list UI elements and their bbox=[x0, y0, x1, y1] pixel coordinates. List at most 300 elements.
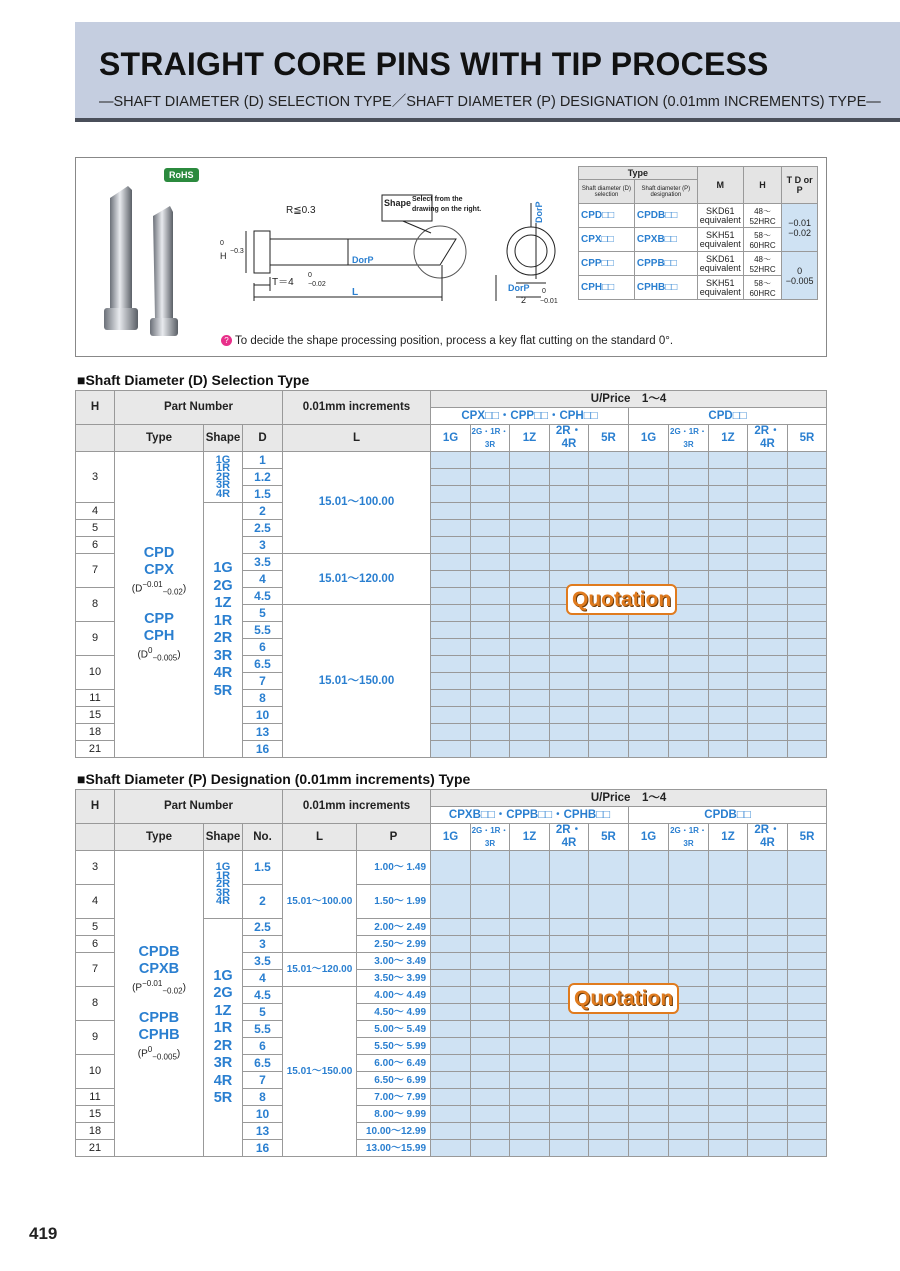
price-cell[interactable] bbox=[471, 936, 510, 953]
price-cell[interactable] bbox=[431, 469, 471, 486]
price-cell[interactable] bbox=[629, 690, 669, 707]
price-cell[interactable] bbox=[788, 1123, 827, 1140]
price-cell[interactable] bbox=[510, 656, 550, 673]
price-cell[interactable] bbox=[788, 452, 827, 469]
price-cell[interactable] bbox=[748, 656, 788, 673]
price-cell[interactable] bbox=[589, 953, 629, 970]
price-cell[interactable] bbox=[589, 1072, 629, 1089]
price-cell[interactable] bbox=[748, 970, 788, 987]
price-cell[interactable] bbox=[709, 588, 748, 605]
price-cell[interactable] bbox=[748, 1038, 788, 1055]
price-cell[interactable] bbox=[709, 851, 748, 885]
price-cell[interactable] bbox=[709, 741, 748, 758]
price-cell[interactable] bbox=[788, 987, 827, 1004]
price-cell[interactable] bbox=[510, 1140, 550, 1157]
price-cell[interactable] bbox=[431, 1004, 471, 1021]
price-cell[interactable] bbox=[510, 885, 550, 919]
price-cell[interactable] bbox=[510, 1089, 550, 1106]
price-cell[interactable] bbox=[471, 605, 510, 622]
price-cell[interactable] bbox=[471, 452, 510, 469]
price-cell[interactable] bbox=[709, 673, 748, 690]
price-cell[interactable] bbox=[709, 1089, 748, 1106]
price-cell[interactable] bbox=[748, 919, 788, 936]
price-cell[interactable] bbox=[788, 707, 827, 724]
price-cell[interactable] bbox=[629, 673, 669, 690]
price-cell[interactable] bbox=[431, 588, 471, 605]
price-cell[interactable] bbox=[510, 919, 550, 936]
price-cell[interactable] bbox=[589, 554, 629, 571]
price-cell[interactable] bbox=[589, 690, 629, 707]
price-cell[interactable] bbox=[669, 936, 709, 953]
price-cell[interactable] bbox=[471, 1089, 510, 1106]
price-cell[interactable] bbox=[788, 673, 827, 690]
price-cell[interactable] bbox=[629, 503, 669, 520]
price-cell[interactable] bbox=[709, 554, 748, 571]
price-cell[interactable] bbox=[510, 690, 550, 707]
price-cell[interactable] bbox=[788, 919, 827, 936]
price-cell[interactable] bbox=[510, 554, 550, 571]
price-cell[interactable] bbox=[709, 1004, 748, 1021]
price-cell[interactable] bbox=[471, 970, 510, 987]
price-cell[interactable] bbox=[748, 520, 788, 537]
price-cell[interactable] bbox=[748, 1055, 788, 1072]
price-cell[interactable] bbox=[471, 724, 510, 741]
price-cell[interactable] bbox=[629, 1021, 669, 1038]
price-cell[interactable] bbox=[629, 741, 669, 758]
price-cell[interactable] bbox=[709, 1055, 748, 1072]
price-cell[interactable] bbox=[510, 537, 550, 554]
price-cell[interactable] bbox=[510, 486, 550, 503]
price-cell[interactable] bbox=[748, 953, 788, 970]
price-cell[interactable] bbox=[589, 486, 629, 503]
price-cell[interactable] bbox=[431, 919, 471, 936]
price-cell[interactable] bbox=[788, 571, 827, 588]
price-cell[interactable] bbox=[510, 520, 550, 537]
price-cell[interactable] bbox=[471, 1004, 510, 1021]
price-cell[interactable] bbox=[788, 970, 827, 987]
price-cell[interactable] bbox=[788, 520, 827, 537]
price-cell[interactable] bbox=[748, 554, 788, 571]
price-cell[interactable] bbox=[589, 537, 629, 554]
price-cell[interactable] bbox=[510, 605, 550, 622]
price-cell[interactable] bbox=[748, 469, 788, 486]
price-cell[interactable] bbox=[709, 953, 748, 970]
price-cell[interactable] bbox=[510, 1004, 550, 1021]
price-cell[interactable] bbox=[431, 741, 471, 758]
price-cell[interactable] bbox=[550, 1140, 589, 1157]
price-cell[interactable] bbox=[589, 452, 629, 469]
price-cell[interactable] bbox=[709, 690, 748, 707]
price-cell[interactable] bbox=[709, 1072, 748, 1089]
price-cell[interactable] bbox=[669, 724, 709, 741]
price-cell[interactable] bbox=[589, 673, 629, 690]
price-cell[interactable] bbox=[510, 953, 550, 970]
price-cell[interactable] bbox=[550, 885, 589, 919]
price-cell[interactable] bbox=[471, 503, 510, 520]
price-cell[interactable] bbox=[510, 851, 550, 885]
price-cell[interactable] bbox=[550, 622, 589, 639]
price-cell[interactable] bbox=[431, 1089, 471, 1106]
price-cell[interactable] bbox=[471, 1021, 510, 1038]
price-cell[interactable] bbox=[431, 503, 471, 520]
price-cell[interactable] bbox=[431, 851, 471, 885]
price-cell[interactable] bbox=[550, 919, 589, 936]
price-cell[interactable] bbox=[550, 953, 589, 970]
price-cell[interactable] bbox=[550, 520, 589, 537]
price-cell[interactable] bbox=[709, 622, 748, 639]
price-cell[interactable] bbox=[748, 486, 788, 503]
price-cell[interactable] bbox=[471, 1140, 510, 1157]
price-cell[interactable] bbox=[669, 639, 709, 656]
price-cell[interactable] bbox=[510, 673, 550, 690]
price-cell[interactable] bbox=[788, 1055, 827, 1072]
price-cell[interactable] bbox=[669, 741, 709, 758]
price-cell[interactable] bbox=[431, 1123, 471, 1140]
price-cell[interactable] bbox=[589, 724, 629, 741]
price-cell[interactable] bbox=[669, 919, 709, 936]
price-cell[interactable] bbox=[471, 571, 510, 588]
price-cell[interactable] bbox=[669, 452, 709, 469]
price-cell[interactable] bbox=[788, 1140, 827, 1157]
price-cell[interactable] bbox=[788, 588, 827, 605]
price-cell[interactable] bbox=[471, 953, 510, 970]
price-cell[interactable] bbox=[510, 741, 550, 758]
price-cell[interactable] bbox=[748, 503, 788, 520]
price-cell[interactable] bbox=[589, 936, 629, 953]
price-cell[interactable] bbox=[471, 673, 510, 690]
price-cell[interactable] bbox=[669, 707, 709, 724]
price-cell[interactable] bbox=[669, 486, 709, 503]
price-cell[interactable] bbox=[431, 936, 471, 953]
price-cell[interactable] bbox=[788, 537, 827, 554]
price-cell[interactable] bbox=[709, 1021, 748, 1038]
price-cell[interactable] bbox=[431, 953, 471, 970]
price-cell[interactable] bbox=[471, 1072, 510, 1089]
price-cell[interactable] bbox=[788, 1004, 827, 1021]
price-cell[interactable] bbox=[471, 707, 510, 724]
price-cell[interactable] bbox=[431, 452, 471, 469]
price-cell[interactable] bbox=[589, 919, 629, 936]
price-cell[interactable] bbox=[748, 1140, 788, 1157]
price-cell[interactable] bbox=[748, 673, 788, 690]
price-cell[interactable] bbox=[629, 656, 669, 673]
price-cell[interactable] bbox=[589, 656, 629, 673]
price-cell[interactable] bbox=[788, 741, 827, 758]
price-cell[interactable] bbox=[748, 588, 788, 605]
price-cell[interactable] bbox=[471, 537, 510, 554]
price-cell[interactable] bbox=[431, 673, 471, 690]
price-cell[interactable] bbox=[550, 1038, 589, 1055]
price-cell[interactable] bbox=[629, 724, 669, 741]
price-cell[interactable] bbox=[748, 1021, 788, 1038]
price-cell[interactable] bbox=[709, 987, 748, 1004]
price-cell[interactable] bbox=[431, 554, 471, 571]
price-cell[interactable] bbox=[471, 622, 510, 639]
price-cell[interactable] bbox=[550, 537, 589, 554]
price-cell[interactable] bbox=[431, 639, 471, 656]
price-cell[interactable] bbox=[550, 1089, 589, 1106]
price-cell[interactable] bbox=[550, 486, 589, 503]
price-cell[interactable] bbox=[788, 1038, 827, 1055]
price-cell[interactable] bbox=[788, 554, 827, 571]
price-cell[interactable] bbox=[589, 622, 629, 639]
price-cell[interactable] bbox=[629, 936, 669, 953]
price-cell[interactable] bbox=[431, 885, 471, 919]
price-cell[interactable] bbox=[629, 919, 669, 936]
price-cell[interactable] bbox=[788, 724, 827, 741]
price-cell[interactable] bbox=[471, 656, 510, 673]
price-cell[interactable] bbox=[629, 1123, 669, 1140]
price-cell[interactable] bbox=[748, 987, 788, 1004]
price-cell[interactable] bbox=[550, 724, 589, 741]
price-cell[interactable] bbox=[589, 469, 629, 486]
price-cell[interactable] bbox=[431, 970, 471, 987]
price-cell[interactable] bbox=[709, 537, 748, 554]
price-cell[interactable] bbox=[788, 1021, 827, 1038]
price-cell[interactable] bbox=[748, 936, 788, 953]
price-cell[interactable] bbox=[471, 885, 510, 919]
price-cell[interactable] bbox=[510, 1021, 550, 1038]
price-cell[interactable] bbox=[669, 1021, 709, 1038]
price-cell[interactable] bbox=[431, 1038, 471, 1055]
price-cell[interactable] bbox=[471, 520, 510, 537]
quotation-badge-d[interactable]: Quotation bbox=[566, 584, 677, 615]
price-cell[interactable] bbox=[669, 1140, 709, 1157]
price-cell[interactable] bbox=[589, 851, 629, 885]
price-cell[interactable] bbox=[788, 851, 827, 885]
price-cell[interactable] bbox=[669, 520, 709, 537]
price-cell[interactable] bbox=[550, 656, 589, 673]
price-cell[interactable] bbox=[510, 469, 550, 486]
price-cell[interactable] bbox=[669, 1123, 709, 1140]
price-cell[interactable] bbox=[748, 724, 788, 741]
price-cell[interactable] bbox=[629, 639, 669, 656]
price-cell[interactable] bbox=[669, 690, 709, 707]
price-cell[interactable] bbox=[471, 1038, 510, 1055]
price-cell[interactable] bbox=[748, 1004, 788, 1021]
price-cell[interactable] bbox=[629, 537, 669, 554]
price-cell[interactable] bbox=[589, 503, 629, 520]
price-cell[interactable] bbox=[748, 1089, 788, 1106]
price-cell[interactable] bbox=[709, 656, 748, 673]
price-cell[interactable] bbox=[788, 503, 827, 520]
price-cell[interactable] bbox=[431, 537, 471, 554]
price-cell[interactable] bbox=[709, 639, 748, 656]
price-cell[interactable] bbox=[748, 452, 788, 469]
price-cell[interactable] bbox=[589, 1038, 629, 1055]
price-cell[interactable] bbox=[629, 469, 669, 486]
price-cell[interactable] bbox=[471, 1055, 510, 1072]
price-cell[interactable] bbox=[709, 919, 748, 936]
price-cell[interactable] bbox=[669, 673, 709, 690]
price-cell[interactable] bbox=[510, 622, 550, 639]
price-cell[interactable] bbox=[550, 851, 589, 885]
price-cell[interactable] bbox=[589, 1106, 629, 1123]
price-cell[interactable] bbox=[471, 690, 510, 707]
price-cell[interactable] bbox=[629, 1038, 669, 1055]
price-cell[interactable] bbox=[550, 936, 589, 953]
price-cell[interactable] bbox=[510, 724, 550, 741]
price-cell[interactable] bbox=[471, 1123, 510, 1140]
price-cell[interactable] bbox=[431, 690, 471, 707]
price-cell[interactable] bbox=[510, 452, 550, 469]
price-cell[interactable] bbox=[709, 885, 748, 919]
price-cell[interactable] bbox=[709, 452, 748, 469]
price-cell[interactable] bbox=[748, 690, 788, 707]
price-cell[interactable] bbox=[510, 1072, 550, 1089]
price-cell[interactable] bbox=[788, 622, 827, 639]
price-cell[interactable] bbox=[748, 1072, 788, 1089]
price-cell[interactable] bbox=[471, 639, 510, 656]
price-cell[interactable] bbox=[550, 707, 589, 724]
price-cell[interactable] bbox=[709, 486, 748, 503]
price-cell[interactable] bbox=[748, 741, 788, 758]
price-cell[interactable] bbox=[510, 1038, 550, 1055]
price-cell[interactable] bbox=[589, 1140, 629, 1157]
price-cell[interactable] bbox=[629, 452, 669, 469]
price-cell[interactable] bbox=[589, 1055, 629, 1072]
price-cell[interactable] bbox=[550, 1106, 589, 1123]
price-cell[interactable] bbox=[669, 503, 709, 520]
price-cell[interactable] bbox=[709, 707, 748, 724]
price-cell[interactable] bbox=[709, 1140, 748, 1157]
price-cell[interactable] bbox=[748, 851, 788, 885]
price-cell[interactable] bbox=[431, 571, 471, 588]
price-cell[interactable] bbox=[629, 520, 669, 537]
price-cell[interactable] bbox=[471, 469, 510, 486]
price-cell[interactable] bbox=[709, 469, 748, 486]
price-cell[interactable] bbox=[709, 605, 748, 622]
price-cell[interactable] bbox=[431, 605, 471, 622]
price-cell[interactable] bbox=[669, 1055, 709, 1072]
price-cell[interactable] bbox=[550, 469, 589, 486]
price-cell[interactable] bbox=[510, 987, 550, 1004]
price-cell[interactable] bbox=[748, 622, 788, 639]
quotation-badge-p[interactable]: Quotation bbox=[568, 983, 679, 1014]
price-cell[interactable] bbox=[431, 520, 471, 537]
price-cell[interactable] bbox=[669, 885, 709, 919]
price-cell[interactable] bbox=[471, 554, 510, 571]
price-cell[interactable] bbox=[669, 953, 709, 970]
price-cell[interactable] bbox=[669, 537, 709, 554]
price-cell[interactable] bbox=[709, 724, 748, 741]
price-cell[interactable] bbox=[748, 1106, 788, 1123]
price-cell[interactable] bbox=[510, 588, 550, 605]
price-cell[interactable] bbox=[629, 1072, 669, 1089]
price-cell[interactable] bbox=[669, 1038, 709, 1055]
price-cell[interactable] bbox=[510, 1123, 550, 1140]
price-cell[interactable] bbox=[709, 503, 748, 520]
price-cell[interactable] bbox=[550, 741, 589, 758]
price-cell[interactable] bbox=[510, 503, 550, 520]
price-cell[interactable] bbox=[629, 1106, 669, 1123]
price-cell[interactable] bbox=[788, 656, 827, 673]
price-cell[interactable] bbox=[510, 639, 550, 656]
price-cell[interactable] bbox=[629, 1089, 669, 1106]
price-cell[interactable] bbox=[471, 919, 510, 936]
price-cell[interactable] bbox=[709, 1123, 748, 1140]
price-cell[interactable] bbox=[589, 1021, 629, 1038]
price-cell[interactable] bbox=[788, 486, 827, 503]
price-cell[interactable] bbox=[510, 1055, 550, 1072]
price-cell[interactable] bbox=[431, 622, 471, 639]
price-cell[interactable] bbox=[748, 605, 788, 622]
price-cell[interactable] bbox=[431, 1072, 471, 1089]
price-cell[interactable] bbox=[669, 851, 709, 885]
price-cell[interactable] bbox=[431, 1021, 471, 1038]
price-cell[interactable] bbox=[748, 1123, 788, 1140]
price-cell[interactable] bbox=[669, 469, 709, 486]
price-cell[interactable] bbox=[788, 469, 827, 486]
price-cell[interactable] bbox=[629, 554, 669, 571]
price-cell[interactable] bbox=[748, 707, 788, 724]
price-cell[interactable] bbox=[669, 622, 709, 639]
price-cell[interactable] bbox=[748, 885, 788, 919]
price-cell[interactable] bbox=[471, 486, 510, 503]
price-cell[interactable] bbox=[589, 707, 629, 724]
price-cell[interactable] bbox=[748, 639, 788, 656]
price-cell[interactable] bbox=[550, 554, 589, 571]
price-cell[interactable] bbox=[431, 656, 471, 673]
price-cell[interactable] bbox=[550, 639, 589, 656]
price-cell[interactable] bbox=[669, 1089, 709, 1106]
price-cell[interactable] bbox=[709, 970, 748, 987]
price-cell[interactable] bbox=[589, 520, 629, 537]
price-cell[interactable] bbox=[550, 1055, 589, 1072]
price-cell[interactable] bbox=[510, 970, 550, 987]
price-cell[interactable] bbox=[431, 1140, 471, 1157]
price-cell[interactable] bbox=[550, 690, 589, 707]
price-cell[interactable] bbox=[510, 936, 550, 953]
price-cell[interactable] bbox=[788, 690, 827, 707]
price-cell[interactable] bbox=[550, 1123, 589, 1140]
price-cell[interactable] bbox=[709, 520, 748, 537]
price-cell[interactable] bbox=[629, 486, 669, 503]
price-cell[interactable] bbox=[431, 724, 471, 741]
price-cell[interactable] bbox=[471, 851, 510, 885]
price-cell[interactable] bbox=[550, 673, 589, 690]
price-cell[interactable] bbox=[471, 987, 510, 1004]
price-cell[interactable] bbox=[629, 953, 669, 970]
price-cell[interactable] bbox=[589, 885, 629, 919]
price-cell[interactable] bbox=[709, 571, 748, 588]
price-cell[interactable] bbox=[431, 1055, 471, 1072]
price-cell[interactable] bbox=[788, 1072, 827, 1089]
price-cell[interactable] bbox=[748, 571, 788, 588]
price-cell[interactable] bbox=[788, 953, 827, 970]
price-cell[interactable] bbox=[709, 936, 748, 953]
price-cell[interactable] bbox=[431, 987, 471, 1004]
price-cell[interactable] bbox=[550, 1021, 589, 1038]
price-cell[interactable] bbox=[629, 885, 669, 919]
price-cell[interactable] bbox=[788, 1106, 827, 1123]
price-cell[interactable] bbox=[669, 1106, 709, 1123]
price-cell[interactable] bbox=[471, 1106, 510, 1123]
price-cell[interactable] bbox=[471, 588, 510, 605]
price-cell[interactable] bbox=[748, 537, 788, 554]
price-cell[interactable] bbox=[709, 1038, 748, 1055]
price-cell[interactable] bbox=[629, 1055, 669, 1072]
price-cell[interactable] bbox=[510, 707, 550, 724]
price-cell[interactable] bbox=[788, 885, 827, 919]
price-cell[interactable] bbox=[589, 1123, 629, 1140]
price-cell[interactable] bbox=[550, 452, 589, 469]
price-cell[interactable] bbox=[709, 1106, 748, 1123]
price-cell[interactable] bbox=[788, 1089, 827, 1106]
price-cell[interactable] bbox=[550, 503, 589, 520]
price-cell[interactable] bbox=[788, 936, 827, 953]
price-cell[interactable] bbox=[431, 1106, 471, 1123]
